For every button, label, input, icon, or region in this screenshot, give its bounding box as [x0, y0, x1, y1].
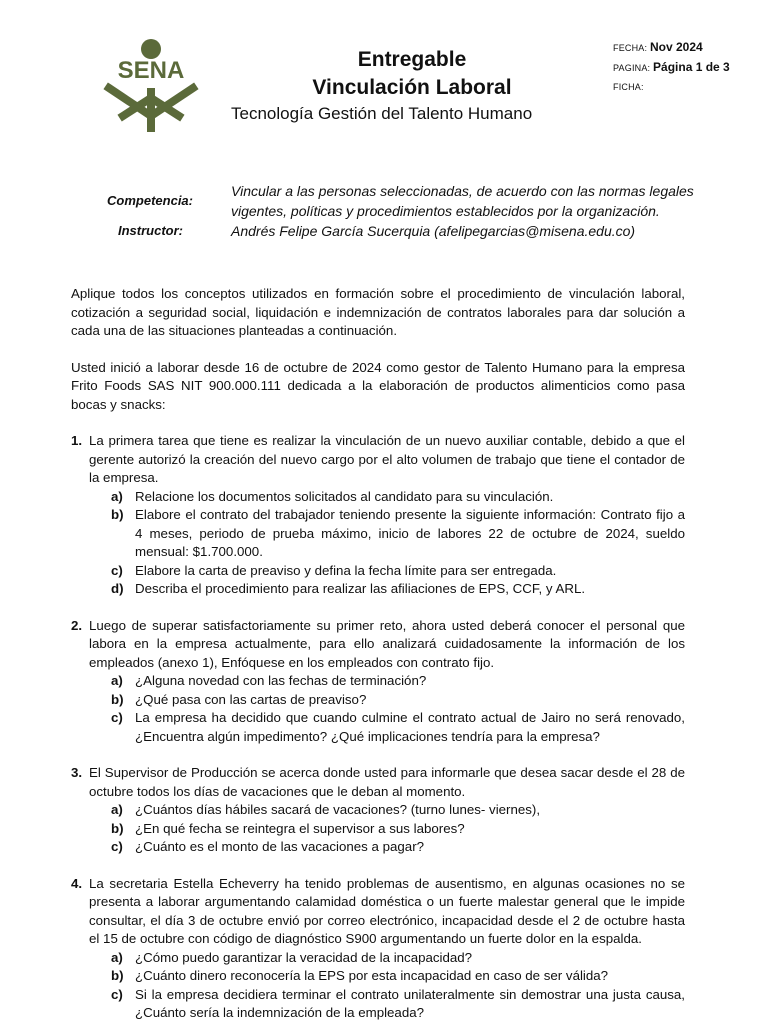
question-number: 3. [71, 765, 83, 780]
sub-letter: b) [111, 968, 124, 983]
document-header [0, 0, 768, 140]
competencia-label: Competencia: [107, 193, 193, 208]
title-line-1: Entregable [357, 48, 467, 71]
sub-letter: b) [111, 507, 124, 522]
sena-logo [103, 36, 199, 132]
question-text: El Supervisor de Producción se acerca donde usted para informarle que desea sacar desde el 28 de octubre todos los días de vacaciones que le deban al momento. [89, 765, 685, 799]
sub-item [111, 967, 685, 986]
sub-letter: b) [111, 691, 124, 707]
sub-letter: c) [111, 710, 123, 725]
pagina-label: PAGINA: [613, 63, 651, 73]
ficha-label: FICHA: [613, 82, 644, 92]
sub-letter: c) [111, 562, 123, 578]
document-title [292, 46, 532, 102]
fecha-label: FECHA: [613, 43, 648, 53]
fecha-value: Nov 2024 [649, 40, 703, 54]
sub-letter: a) [111, 673, 123, 688]
sub-letter: c) [111, 986, 123, 1002]
sub-text: Relacione los documentos solicitados al candidato para su vinculación. [135, 488, 554, 504]
sub-item [111, 801, 685, 820]
intro-paragraph-1: Aplique todos los conceptos utilizados en formación sobre el procedimiento de vinculación laboral, cotización a seguridad social, liquidación e indemnización de contratos laborales para dar solución a cada una de las situaciones planteadas a continuación. [71, 286, 685, 338]
sub-text: Elabore la carta de preaviso y defina la fecha límite para ser entregada. [135, 562, 557, 578]
sub-item [111, 838, 685, 857]
sub-text: ¿Alguna novedad con las fechas de terminación? [135, 673, 427, 688]
sub-letter: d) [111, 581, 124, 596]
sub-letter: a) [111, 949, 123, 965]
sub-text: ¿Qué pasa con las cartas de preaviso? [135, 691, 367, 707]
sub-text: La empresa ha decidido que cuando culmine el contrato actual de Jairo no será renovado, ¿Encuentra algún impedimento? ¿Qué implicaciones tendría para la empresa? [135, 710, 685, 744]
logo-text: SENA [117, 57, 185, 84]
document-subtitle: Tecnología Gestión del Talento Humano [231, 104, 533, 123]
intro-paragraph-2: Usted inició a laborar desde 16 de octubre de 2024 como gestor de Talento Humano para la empresa Frito Foods SAS NIT 900.000.111 dedicada a la elaboración de productos alimenticios como pasa bocas y snacks: [71, 359, 685, 412]
competencia-line-1: Vincular a las personas seleccionadas, de acuerdo con las normas legales [231, 183, 694, 199]
question-3 [71, 764, 685, 857]
question-2 [71, 617, 685, 747]
sub-item [111, 672, 685, 691]
document-body [71, 285, 685, 1023]
question-4 [71, 875, 685, 1023]
competencia-line-2: vigentes, políticas y procedimientos establecidos por la organización. [231, 203, 660, 219]
sub-item [111, 691, 685, 710]
question-number: 1. [71, 433, 83, 448]
sub-letter: a) [111, 488, 123, 504]
question-text: La primera tarea que tiene es realizar la vinculación de un nuevo auxiliar contable, debido a que el gerente autorizó la creación del nuevo cargo por el alto volumen de trabajo que tiene el contador de la empresa. [89, 433, 685, 485]
title-line-2: Vinculación Laboral [312, 76, 512, 99]
sub-item [111, 506, 685, 562]
sub-item [111, 580, 685, 599]
sub-letter: a) [111, 802, 123, 817]
sub-item [111, 949, 685, 968]
sub-text: ¿Cuánto es el monto de las vacaciones a pagar? [135, 839, 425, 854]
instructor-value: Andrés Felipe García Sucerquia (afelipegarcias@misena.edu.co) [231, 223, 636, 239]
question-number: 4. [71, 875, 83, 891]
sub-item [111, 488, 685, 507]
question-number: 2. [71, 617, 83, 633]
sub-text: Describa el procedimiento para realizar las afiliaciones de EPS, CCF, y ARL. [135, 581, 586, 596]
question-1 [71, 432, 685, 599]
sub-letter: c) [111, 839, 123, 854]
sub-item [111, 562, 685, 581]
sub-item [111, 986, 685, 1023]
question-text: Luego de superar satisfactoriamente su primer reto, ahora usted deberá conocer el personal que labora en la empresa actualmente, para ello analizará cuidadosamente la información de los empleados (anexo 1), Enfóquese en los empleados con contrato fijo. [89, 617, 685, 670]
instructor-label: Instructor: [118, 223, 183, 238]
sub-item [111, 709, 685, 746]
sub-text: ¿Cuánto dinero reconocería la EPS por esta incapacidad en caso de ser válida? [135, 968, 609, 983]
sub-text: ¿Cómo puedo garantizar la veracidad de la incapacidad? [135, 949, 473, 965]
sub-text: ¿Cuántos días hábiles sacará de vacaciones? (turno lunes- viernes), [135, 802, 541, 817]
sub-text: Si la empresa decidiera terminar el contrato unilateralmente sin demostrar una justa causa, ¿Cuánto sería la indemnización de la empleada? [135, 986, 685, 1020]
sub-text: ¿En qué fecha se reintegra el supervisor a sus labores? [135, 820, 465, 836]
document-meta [613, 38, 730, 97]
sub-item [111, 820, 685, 839]
sub-text: Elabore el contrato del trabajador teniendo presente la siguiente información: Contrato fijo a 4 meses, periodo de prueba máximo, inicio de labores 22 de octubre de 2024, sueldo mensual: $1.700.000. [135, 507, 685, 559]
question-text: La secretaria Estella Echeverry ha tenido problemas de ausentismo, en algunas ocasiones no se presenta a laborar argumentando calamidad doméstica o un fuerte malestar general que le impide consultar, el día 3 de octubre envió por correo electrónico, incapacidad desde el 2 de octubre hasta el 15 de octubre con código de diagnóstico S900 argumentando un fuerte dolor en la espalda. [89, 875, 685, 946]
pagina-value: Página 1 de 3 [653, 60, 730, 74]
sub-letter: b) [111, 820, 124, 836]
